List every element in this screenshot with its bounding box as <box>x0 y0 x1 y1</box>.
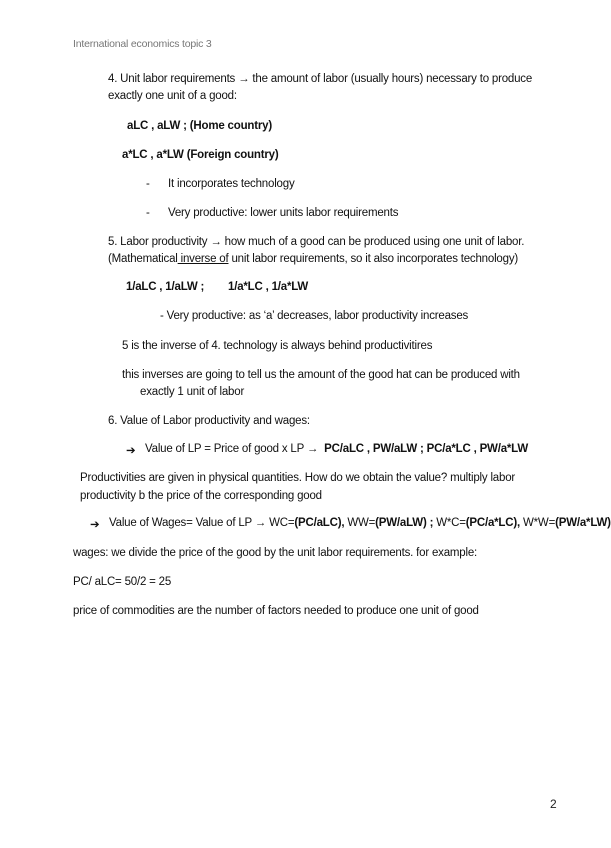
bullet-dash: - <box>146 207 150 219</box>
productivity-formula-foreign: 1/a*LC , 1/a*LW <box>228 281 309 293</box>
note-inverse: 5 is the inverse of 4. technology is always behind productivitires <box>122 340 433 352</box>
arrow-icon: ➔ <box>126 445 136 457</box>
bullet-productivity: - Very productive: as ‘a’ decreases, labor productivity increases <box>160 310 469 322</box>
note-inverses-line2: exactly 1 unit of labor <box>140 386 245 398</box>
item6-title: 6. Value of Labor productivity and wages: <box>108 415 310 427</box>
productivities-line2: productivity b the price of the corresponding good <box>80 490 322 502</box>
value-wages-line: Value of Wages= Value of LP → WC=(PC/aLC), WW=(PW/aLW) ; W*C=(PC/a*LC), W*W=(PW/a*LW) <box>109 517 611 529</box>
bullet-productive: Very productive: lower units labor requirements <box>168 207 399 219</box>
home-country-notation: aLC , aLW ; (Home country) <box>127 120 272 132</box>
wages-note: wages: we divide the price of the good by the unit labor requirements. for example: <box>73 547 478 559</box>
bullet-technology: It incorporates technology <box>168 178 295 190</box>
foreign-country-notation: a*LC , a*LW (Foreign country) <box>122 149 279 161</box>
note-inverses-line1: this inverses are going to tell us the amount of the good hat can be produced with <box>122 369 520 381</box>
productivity-formula-home: 1/aLC , 1/aLW ; <box>126 281 205 293</box>
item5-line1: 5. Labor productivity → how much of a good can be produced using one unit of labor. <box>108 236 525 248</box>
example-calculation: PC/ aLC= 50/2 = 25 <box>73 576 172 588</box>
item5-line2: (Mathematical inverse of unit labor requirements, so it also incorporates technology) <box>108 253 518 265</box>
item4-line2: exactly one unit of a good: <box>108 90 237 102</box>
item4-line1: 4. Unit labor requirements → the amount of labor (usually hours) necessary to produce <box>108 73 533 85</box>
arrow-icon: ➔ <box>90 519 100 531</box>
bullet-dash: - <box>146 178 150 190</box>
page-number: 2 <box>550 797 557 811</box>
value-lp-line: Value of LP = Price of good x LP → PC/aLC , PW/aLW ; PC/a*LC , PW/a*LW <box>145 443 529 455</box>
commodities-note: price of commodities are the number of factors needed to produce one unit of good <box>73 605 479 617</box>
productivities-line1: Productivities are given in physical quantities. How do we obtain the value? multiply labor <box>80 472 516 484</box>
page-header: International economics topic 3 <box>73 38 212 50</box>
